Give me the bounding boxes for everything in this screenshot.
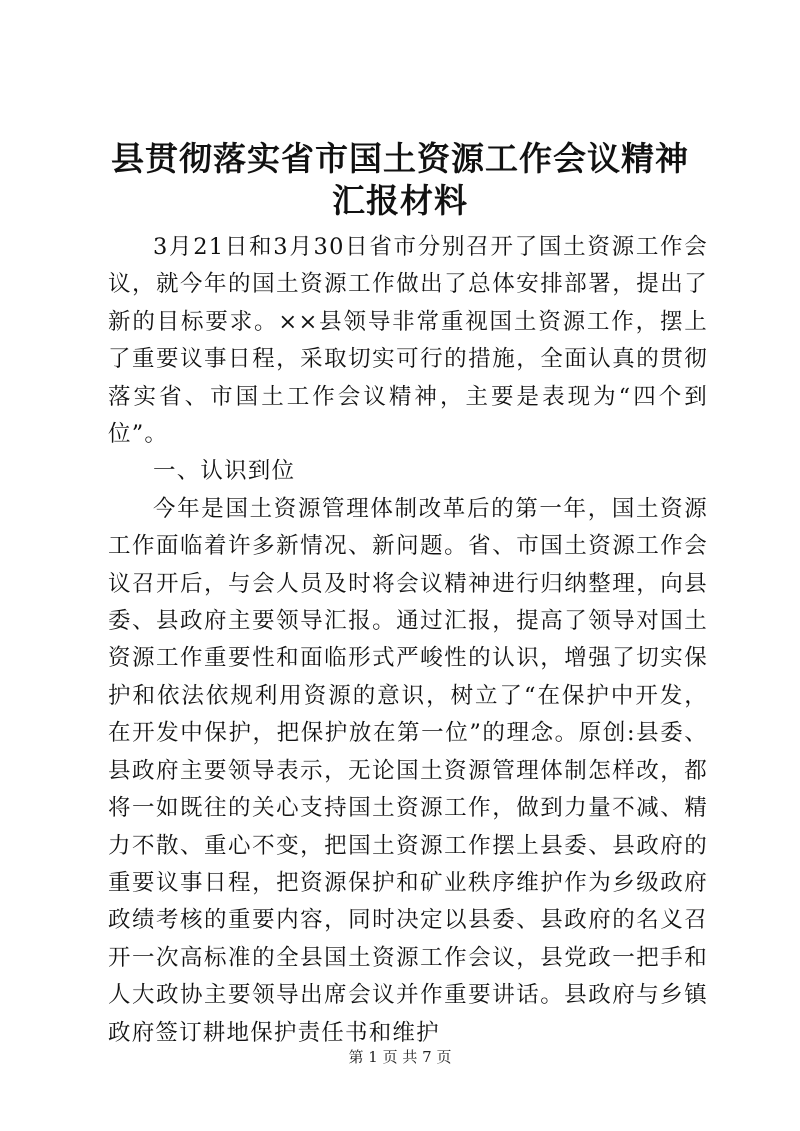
document-title: 县贯彻落实省市国土资源工作会议精神汇报材料 xyxy=(111,139,689,220)
section-heading: 一、认识到位 xyxy=(153,458,296,485)
page-footer: 第 1 页 共 7 页 xyxy=(348,1048,452,1066)
intro-paragraph: 3月21日和3月30日省市分别召开了国土资源工作会议，就今年的国土资源工作做出了总体安排部署，提出了新的目标要求。××县领导非常重视国土资源工作，摆上了重要议事日程，采取切实可行的措施，全面认真的贯彻落实省、市国土工作会议精神，主要是表现为“四个到位”。 xyxy=(108,234,708,448)
document-body xyxy=(108,229,708,1052)
section-paragraph: 今年是国土资源管理体制改革后的第一年，国土资源工作面临着许多新情况、新问题。省、市国土资源工作会议召开后，与会人员及时将会议精神进行归纳整理，向县委、县政府主要领导汇报。通过汇报，提高了领导对国土资源工作重要性和面临形式严峻性的认识，增强了切实保护和依法依规利用资源的意识，树立了“在保护中开发，在开发中保护，把保护放在第一位”的理念。原创:县委、县政府主要领导表示，无论国土资源管理体制怎样改，都将一如既往的关心支持国土资源工作，做到力量不减、精力不散、重心不变，把国土资源工作摆上县委、县政府的重要议事日程，把资源保护和矿业秩序维护作为乡级政府政绩考核的重要内容，同时决定以县委、县政府的名义召开一次高标准的全县国土资源工作会议，县党政一把手和人大政协主要领导出席会议并作重要讲话。县政府与乡镇政府签订耕地保护责任书和维护 xyxy=(108,495,708,1046)
